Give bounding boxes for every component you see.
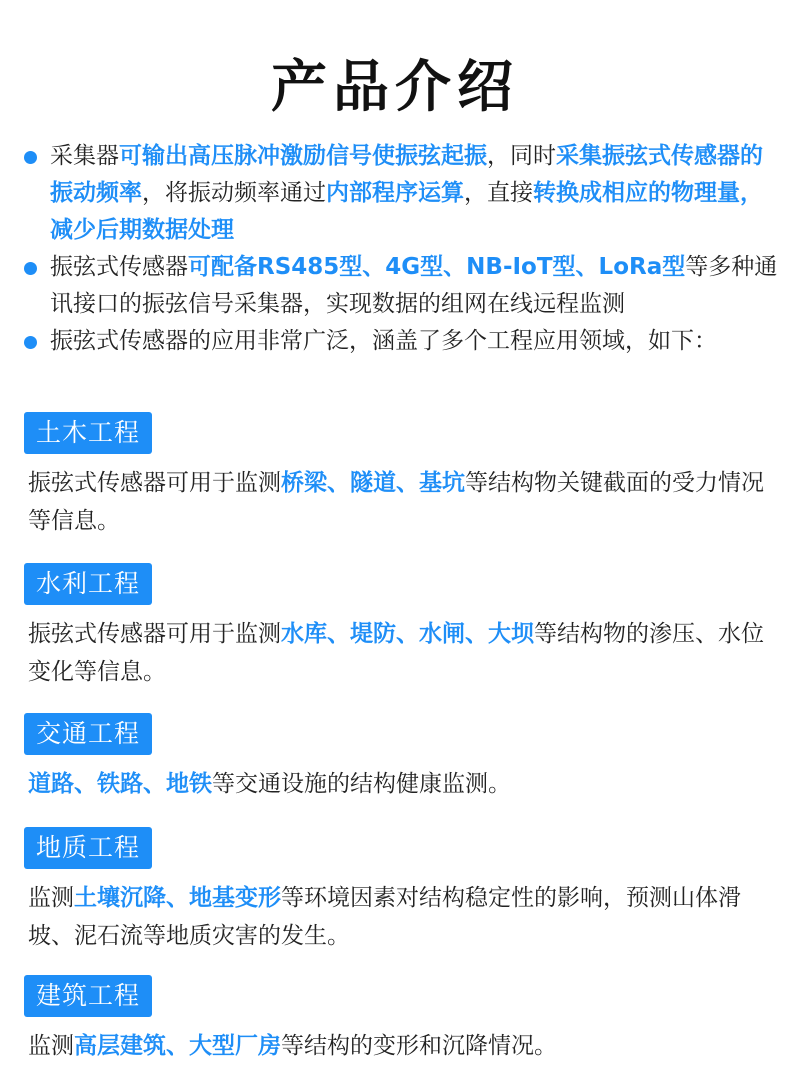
intro-list (22, 138, 782, 360)
intro-bullet-2 (22, 249, 782, 323)
page-title: 产品介绍 (271, 55, 519, 120)
bullet-dot-icon (24, 262, 37, 275)
intro-text-3: 振弦式传感器的应用非常广泛，涵盖了多个工程应用领域，如下： (50, 328, 717, 354)
section-tag: 地质工程 (24, 827, 152, 869)
section-tag: 土木工程 (24, 412, 152, 454)
section-text: 振弦式传感器可用于监测桥梁、隧道、基坑等结构物关键截面的受力情况等信息。 (28, 470, 764, 534)
section-tag: 水利工程 (24, 563, 152, 605)
intro-bullet-3 (22, 323, 782, 360)
section-text: 监测土壤沉降、地基变形等环境因素对结构稳定性的影响，预测山体滑坡、泥石流等地质灾害的发生。 (28, 885, 741, 949)
section-civil (24, 412, 774, 540)
intro-bullet-1 (22, 138, 782, 249)
section-water (24, 563, 774, 691)
bullet-dot-icon (24, 336, 37, 349)
section-text: 监测高层建筑、大型厂房等结构的变形和沉降情况。 (28, 1033, 557, 1059)
intro-text-1: 采集器可输出高压脉冲激励信号使振弦起振，同时采集振弦式传感器的振动频率，将振动频率通过内部程序运算，直接转换成相应的物理量，减少后期数据处理 (50, 143, 763, 243)
section-tag: 交通工程 (24, 713, 152, 755)
section-text: 振弦式传感器可用于监测水库、堤防、水闸、大坝等结构物的渗压、水位变化等信息。 (28, 621, 764, 685)
section-tag: 建筑工程 (24, 975, 152, 1017)
section-geology (24, 827, 774, 955)
section-traffic (24, 713, 774, 803)
intro-text-2: 振弦式传感器可配备RS485型、4G型、NB-IoT型、LoRa型等多种通讯接口的振弦信号采集器，实现数据的组网在线远程监测 (50, 254, 778, 317)
section-text: 道路、铁路、地铁等交通设施的结构健康监测。 (28, 771, 511, 797)
bullet-dot-icon (24, 151, 37, 164)
section-building (24, 975, 774, 1065)
